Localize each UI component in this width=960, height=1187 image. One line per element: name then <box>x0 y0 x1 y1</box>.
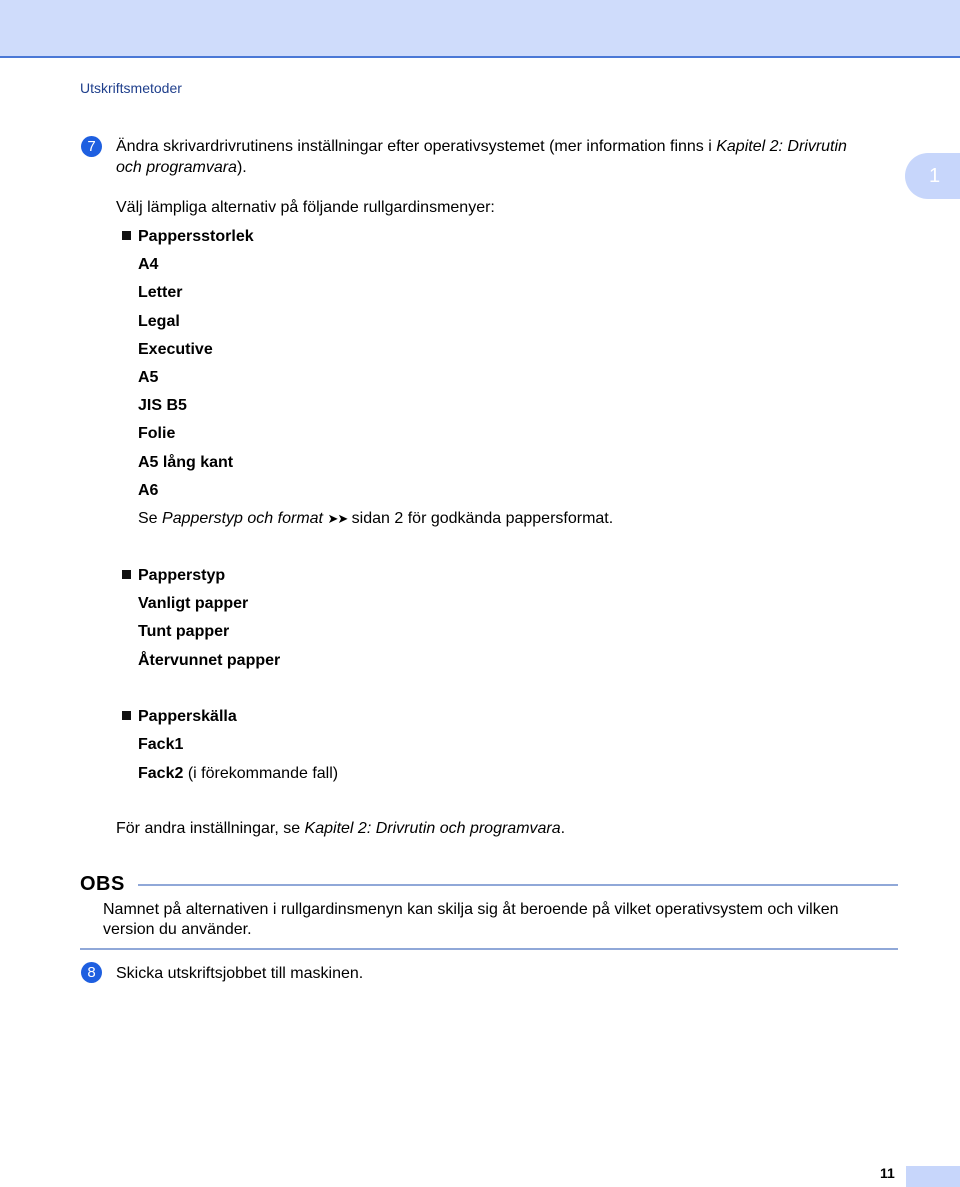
paper-size-option: Executive <box>138 341 213 358</box>
running-header: Utskriftsmetoder <box>80 80 182 96</box>
paper-size-see-also: Se Papperstyp och format ➤➤ sidan 2 för godkända pappersformat. <box>138 510 614 527</box>
paper-size-option: JIS B5 <box>138 397 187 414</box>
paper-type-heading: Papperstyp <box>138 567 226 584</box>
paper-size-heading: Pappersstorlek <box>138 228 254 245</box>
footer-tab <box>906 1166 960 1187</box>
step-7-line-1: Ändra skrivardrivrutinens inställningar efter operativsystemet (mer information finns i Kapitel 2: Drivrutin <box>116 138 847 155</box>
note-line-1: Namnet på alternativen i rullgardinsmenyn kan skilja sig åt beroende på vilket operativsystem och vilken <box>103 901 839 918</box>
bullet-square <box>122 231 131 240</box>
paper-size-option: A5 <box>138 369 159 386</box>
header-rule <box>0 56 960 58</box>
note-bottom-rule <box>80 948 898 950</box>
step-7-intro: Välj lämpliga alternativ på följande rullgardinsmenyer: <box>116 199 495 216</box>
bullet-square <box>122 570 131 579</box>
paper-source-heading: Papperskälla <box>138 708 237 725</box>
paper-type-option: Tunt papper <box>138 623 230 640</box>
paper-size-option: Letter <box>138 284 183 301</box>
paper-type-option: Återvunnet papper <box>138 652 281 669</box>
paper-size-option: A5 lång kant <box>138 454 234 471</box>
step-7-badge: 7 <box>81 136 102 157</box>
double-arrow-icon: ➤➤ <box>327 511 348 526</box>
page-number: 11 <box>880 1165 895 1181</box>
step-8-text: Skicka utskriftsjobbet till maskinen. <box>116 965 364 982</box>
chapter-2-link[interactable]: Kapitel 2: Drivrutin och programvara <box>304 820 561 837</box>
chapter-tab: 1 <box>905 153 960 199</box>
paper-type-format-link[interactable]: Papperstyp och format <box>162 510 323 527</box>
bullet-square <box>122 711 131 720</box>
note-title: OBS <box>80 873 125 895</box>
paper-size-option: A4 <box>138 256 159 273</box>
paper-source-option: Fack1 <box>138 736 184 753</box>
header-band <box>0 0 960 56</box>
paper-size-option: A6 <box>138 482 159 499</box>
paper-size-option: Folie <box>138 425 176 442</box>
other-settings-text: För andra inställningar, se Kapitel 2: Drivrutin och programvara. <box>116 820 566 837</box>
paper-source-option: Fack2 (i förekommande fall) <box>138 765 339 782</box>
step-8-badge: 8 <box>81 962 102 983</box>
step-7-line-2: och programvara). <box>116 159 247 176</box>
paper-type-option: Vanligt papper <box>138 595 249 612</box>
note-line-2: version du använder. <box>103 921 252 938</box>
paper-size-option: Legal <box>138 313 180 330</box>
note-top-rule <box>138 884 898 886</box>
